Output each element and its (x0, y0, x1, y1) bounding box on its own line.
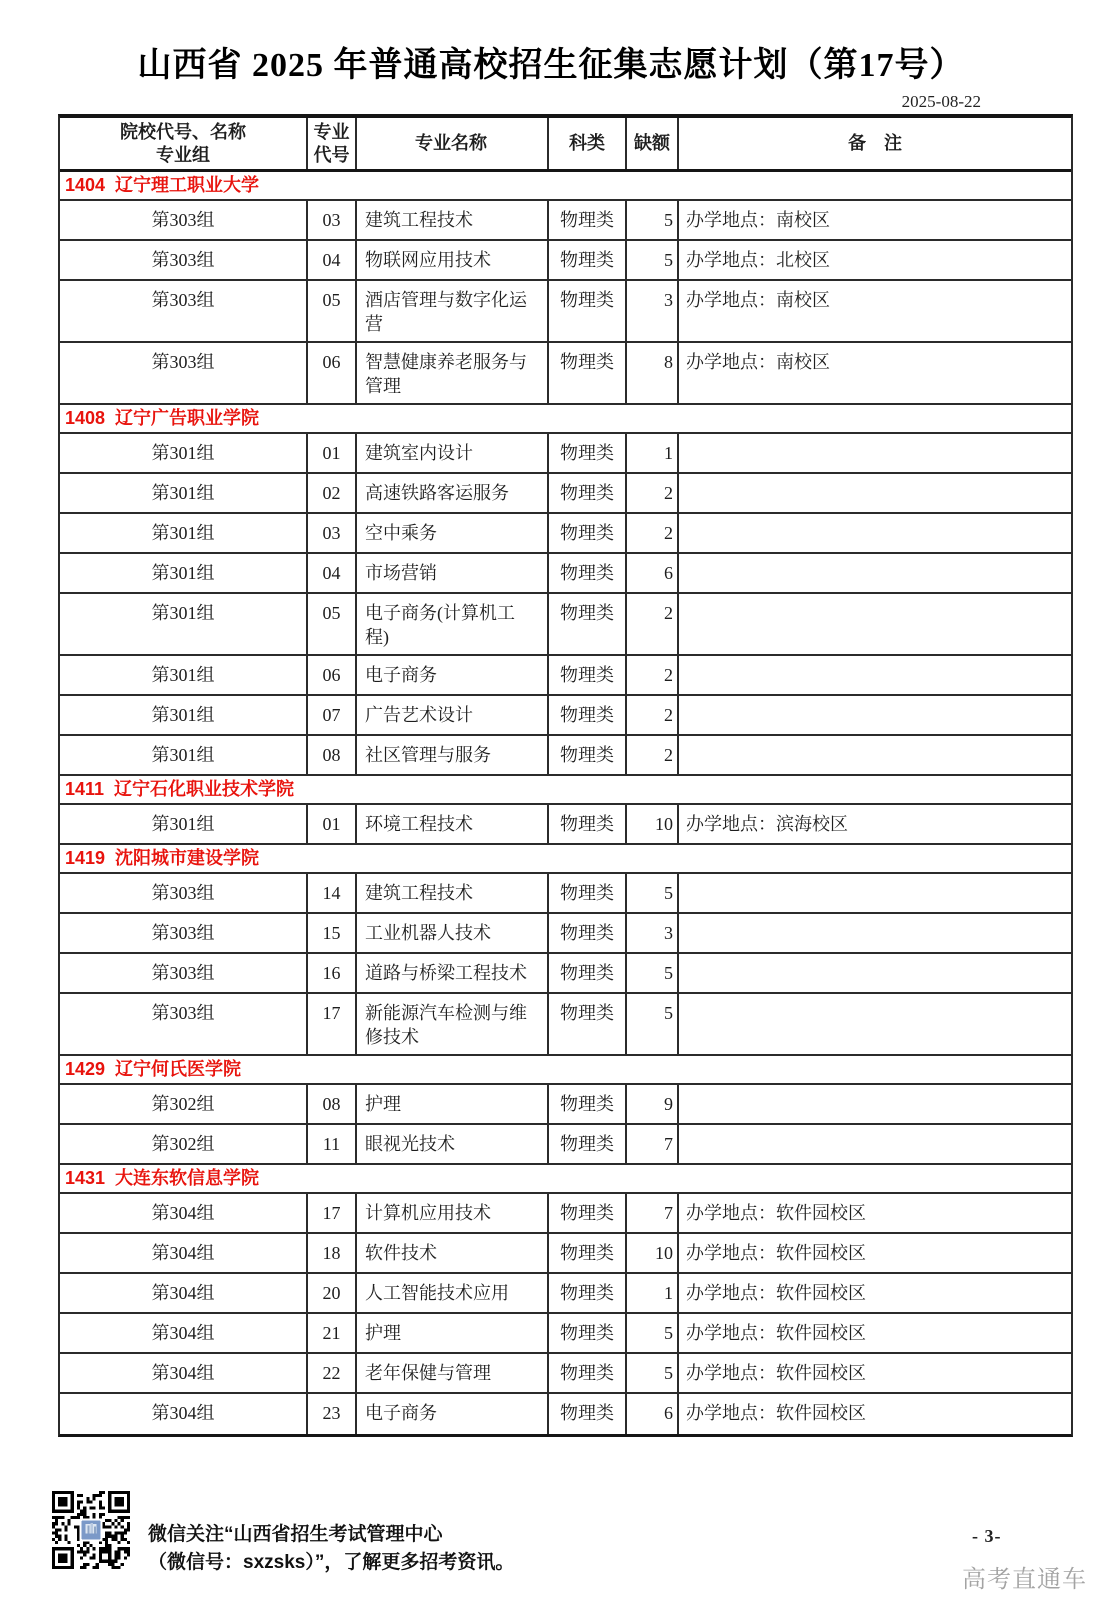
note-cell: 办学地点：软件园校区 (686, 1403, 866, 1423)
subject-type-cell: 物理类 (549, 1354, 627, 1392)
major-name-cell: 建筑工程技术 (357, 201, 549, 239)
plan-row (60, 241, 1071, 281)
subject-type-cell: 物理类 (549, 914, 627, 952)
college-group-cell: 第301组 (60, 594, 308, 654)
vacancy-count-cell: 5 (627, 241, 679, 279)
major-code-cell: 22 (308, 1354, 357, 1392)
subject-type-cell: 物理类 (549, 1234, 627, 1272)
section-header: 1431 大连东软信息学院 (60, 1165, 1071, 1194)
subject-type-cell: 物理类 (549, 281, 627, 341)
plan-row (60, 343, 1071, 405)
college-group-cell: 第303组 (60, 874, 308, 912)
major-code-cell: 05 (308, 281, 357, 341)
vacancy-plan-table (58, 114, 1073, 1437)
note-cell: 办学地点：软件园校区 (686, 1203, 866, 1223)
note-cell (679, 514, 1071, 552)
plan-row (60, 954, 1071, 994)
section-header: 1404 辽宁理工职业大学 (60, 172, 1071, 201)
college-group-cell: 第301组 (60, 696, 308, 734)
major-code-cell: 07 (308, 696, 357, 734)
major-name-cell: 电子商务 (357, 1394, 549, 1434)
college-group-cell: 第304组 (60, 1394, 308, 1434)
subject-type-cell: 物理类 (549, 474, 627, 512)
note-cell: 办学地点：软件园校区 (686, 1243, 866, 1263)
subject-type-cell: 物理类 (549, 656, 627, 694)
college-group-cell: 第301组 (60, 474, 308, 512)
subject-type-cell: 物理类 (549, 1314, 627, 1352)
note-cell: 办学地点：软件园校区 (686, 1283, 866, 1303)
vacancy-count-cell: 6 (627, 554, 679, 592)
footer-wechat-text (148, 1521, 514, 1577)
major-code-cell: 23 (308, 1394, 357, 1434)
college-group-cell: 第303组 (60, 994, 308, 1054)
major-name-cell: 电子商务 (357, 656, 549, 694)
vacancy-count-cell: 2 (627, 656, 679, 694)
plan-row (60, 1354, 1071, 1394)
note-cell (679, 954, 1071, 992)
header-vacancy: 缺额 (627, 118, 679, 169)
major-name-cell: 高速铁路客运服务 (357, 474, 549, 512)
college-group-cell: 第303组 (60, 241, 308, 279)
note-cell (679, 874, 1071, 912)
section-header: 1408 辽宁广告职业学院 (60, 405, 1071, 434)
vacancy-count-cell: 5 (627, 954, 679, 992)
header-college-line1: 院校代号、名称 (120, 121, 246, 142)
note-cell (679, 474, 1071, 512)
vacancy-count-cell: 8 (627, 343, 679, 403)
subject-type-cell: 物理类 (549, 1394, 627, 1434)
note-cell (679, 1085, 1071, 1123)
header-major-name: 专业名称 (357, 118, 549, 169)
vacancy-count-cell: 5 (627, 994, 679, 1054)
document-page (0, 44, 1102, 1603)
page-title: 山西省 2025 年普通高校招生征集志愿计划（第17号） (137, 47, 965, 84)
note-cell (679, 594, 1071, 654)
vacancy-count-cell: 7 (627, 1125, 679, 1163)
note-cell: 办学地点：南校区 (686, 290, 830, 310)
plan-row (60, 554, 1071, 594)
plan-row (60, 474, 1071, 514)
major-code-cell: 03 (308, 514, 357, 552)
major-code-cell: 04 (308, 554, 357, 592)
vacancy-count-cell: 5 (627, 201, 679, 239)
note-cell (679, 656, 1071, 694)
plan-row (60, 1394, 1071, 1434)
vacancy-count-cell: 5 (627, 874, 679, 912)
subject-type-cell: 物理类 (549, 241, 627, 279)
note-cell (679, 914, 1071, 952)
vacancy-count-cell: 6 (627, 1394, 679, 1434)
note-cell: 办学地点：南校区 (686, 352, 830, 372)
subject-type-cell: 物理类 (549, 874, 627, 912)
plan-row (60, 1274, 1071, 1314)
plan-row (60, 434, 1071, 474)
major-name-cell: 建筑工程技术 (357, 874, 549, 912)
subject-type-cell: 物理类 (549, 1274, 627, 1312)
major-name-cell: 人工智能技术应用 (357, 1274, 549, 1312)
major-name-cell: 广告艺术设计 (357, 696, 549, 734)
table-header-row (60, 118, 1071, 172)
subject-type-cell: 物理类 (549, 514, 627, 552)
major-code-cell: 17 (308, 1194, 357, 1232)
note-cell (679, 1125, 1071, 1163)
section-header: 1411 辽宁石化职业技术学院 (60, 776, 1071, 805)
major-code-cell: 06 (308, 343, 357, 403)
vacancy-count-cell: 2 (627, 594, 679, 654)
college-group-cell: 第303组 (60, 954, 308, 992)
subject-type-cell: 物理类 (549, 434, 627, 472)
vacancy-count-cell: 9 (627, 1085, 679, 1123)
major-code-cell: 02 (308, 474, 357, 512)
major-code-cell: 05 (308, 594, 357, 654)
vacancy-count-cell: 1 (627, 434, 679, 472)
vacancy-count-cell: 3 (627, 281, 679, 341)
major-name-cell: 新能源汽车检测与维修技术 (357, 994, 549, 1054)
plan-row (60, 1125, 1071, 1165)
note-cell (679, 696, 1071, 734)
vacancy-count-cell: 10 (627, 805, 679, 843)
major-name-cell: 空中乘务 (357, 514, 549, 552)
major-name-cell: 酒店管理与数字化运营 (357, 281, 549, 341)
note-cell (679, 994, 1071, 1054)
major-code-cell: 03 (308, 201, 357, 239)
subject-type-cell: 物理类 (549, 994, 627, 1054)
plan-row (60, 874, 1071, 914)
college-group-cell: 第304组 (60, 1234, 308, 1272)
subject-type-cell: 物理类 (549, 954, 627, 992)
vacancy-count-cell: 2 (627, 736, 679, 774)
plan-row (60, 1194, 1071, 1234)
plan-row (60, 281, 1071, 343)
note-cell (679, 736, 1071, 774)
major-code-cell: 18 (308, 1234, 357, 1272)
section-header: 1419 沈阳城市建设学院 (60, 845, 1071, 874)
vacancy-count-cell: 3 (627, 914, 679, 952)
plan-row (60, 1085, 1071, 1125)
note-cell: 办学地点：软件园校区 (686, 1323, 866, 1343)
plan-row (60, 594, 1071, 656)
subject-type-cell: 物理类 (549, 1085, 627, 1123)
college-group-cell: 第301组 (60, 514, 308, 552)
college-group-cell: 第304组 (60, 1194, 308, 1232)
subject-type-cell: 物理类 (549, 201, 627, 239)
major-code-cell: 01 (308, 434, 357, 472)
subject-type-cell: 物理类 (549, 805, 627, 843)
wechat-qr-code (52, 1491, 130, 1569)
note-cell: 办学地点：南校区 (686, 210, 830, 230)
college-group-cell: 第303组 (60, 201, 308, 239)
vacancy-count-cell: 7 (627, 1194, 679, 1232)
vacancy-count-cell: 2 (627, 474, 679, 512)
major-code-cell: 11 (308, 1125, 357, 1163)
college-group-cell: 第303组 (60, 281, 308, 341)
header-college-group (60, 118, 308, 169)
major-name-cell: 工业机器人技术 (357, 914, 549, 952)
header-college-line2: 专业组 (156, 144, 210, 165)
footer-wechat-line2: （微信号：sxzsks）”，了解更多招考资讯。 (148, 1552, 515, 1573)
major-code-cell: 08 (308, 1085, 357, 1123)
footer-wechat-line1: 微信关注“山西省招生考试管理中心 (148, 1524, 443, 1545)
plan-row (60, 201, 1071, 241)
subject-type-cell: 物理类 (549, 1125, 627, 1163)
college-group-cell: 第304组 (60, 1354, 308, 1392)
section-header: 1429 辽宁何氏医学院 (60, 1056, 1071, 1085)
college-group-cell: 第301组 (60, 805, 308, 843)
header-subject-type: 科类 (549, 118, 627, 169)
major-code-cell: 14 (308, 874, 357, 912)
college-group-cell: 第302组 (60, 1085, 308, 1123)
header-major-code (308, 118, 357, 169)
college-group-cell: 第303组 (60, 343, 308, 403)
subject-type-cell: 物理类 (549, 554, 627, 592)
plan-row (60, 696, 1071, 736)
college-group-cell: 第302组 (60, 1125, 308, 1163)
major-name-cell: 计算机应用技术 (357, 1194, 549, 1232)
plan-row (60, 1234, 1071, 1274)
header-note: 备 注 (848, 133, 902, 153)
plan-row (60, 1314, 1071, 1354)
note-cell: 办学地点：滨海校区 (686, 814, 848, 834)
college-group-cell: 第301组 (60, 736, 308, 774)
college-group-cell: 第301组 (60, 656, 308, 694)
major-code-cell: 04 (308, 241, 357, 279)
major-name-cell: 社区管理与服务 (357, 736, 549, 774)
major-name-cell: 建筑室内设计 (357, 434, 549, 472)
vacancy-count-cell: 1 (627, 1274, 679, 1312)
table-body (60, 172, 1071, 1434)
college-group-cell: 第301组 (60, 434, 308, 472)
major-code-cell: 20 (308, 1274, 357, 1312)
major-name-cell: 眼视光技术 (357, 1125, 549, 1163)
subject-type-cell: 物理类 (549, 343, 627, 403)
note-cell: 办学地点：软件园校区 (686, 1363, 866, 1383)
subject-type-cell: 物理类 (549, 736, 627, 774)
major-name-cell: 老年保健与管理 (357, 1354, 549, 1392)
plan-row (60, 805, 1071, 845)
vacancy-count-cell: 2 (627, 514, 679, 552)
college-group-cell: 第303组 (60, 914, 308, 952)
major-name-cell: 软件技术 (357, 1234, 549, 1272)
major-code-cell: 06 (308, 656, 357, 694)
plan-row (60, 656, 1071, 696)
header-major-code-line1: 专业 (313, 121, 350, 142)
major-code-cell: 21 (308, 1314, 357, 1352)
plan-row (60, 994, 1071, 1056)
major-code-cell: 01 (308, 805, 357, 843)
document-date: 2025-08-22 (901, 92, 981, 111)
subject-type-cell: 物理类 (549, 594, 627, 654)
major-name-cell: 物联网应用技术 (357, 241, 549, 279)
major-code-cell: 17 (308, 994, 357, 1054)
major-code-cell: 08 (308, 736, 357, 774)
vacancy-count-cell: 2 (627, 696, 679, 734)
major-name-cell: 护理 (357, 1085, 549, 1123)
vacancy-count-cell: 5 (627, 1354, 679, 1392)
college-group-cell: 第304组 (60, 1314, 308, 1352)
vacancy-count-cell: 10 (627, 1234, 679, 1272)
major-name-cell: 市场营销 (357, 554, 549, 592)
college-group-cell: 第301组 (60, 554, 308, 592)
major-code-cell: 16 (308, 954, 357, 992)
plan-row (60, 514, 1071, 554)
major-name-cell: 智慧健康养老服务与管理 (357, 343, 549, 403)
header-major-code-line2: 代号 (313, 144, 350, 165)
vacancy-count-cell: 5 (627, 1314, 679, 1352)
watermark-text: 高考直通车 (962, 1566, 1087, 1593)
major-code-cell: 15 (308, 914, 357, 952)
page-number: - 3- (972, 1526, 1002, 1546)
subject-type-cell: 物理类 (549, 1194, 627, 1232)
major-name-cell: 护理 (357, 1314, 549, 1352)
plan-row (60, 736, 1071, 776)
note-cell (679, 434, 1071, 472)
major-name-cell: 道路与桥梁工程技术 (357, 954, 549, 992)
college-group-cell: 第304组 (60, 1274, 308, 1312)
plan-row (60, 914, 1071, 954)
note-cell (679, 554, 1071, 592)
subject-type-cell: 物理类 (549, 696, 627, 734)
note-cell: 办学地点：北校区 (686, 250, 830, 270)
major-name-cell: 环境工程技术 (357, 805, 549, 843)
major-name-cell: 电子商务(计算机工程) (357, 594, 549, 654)
